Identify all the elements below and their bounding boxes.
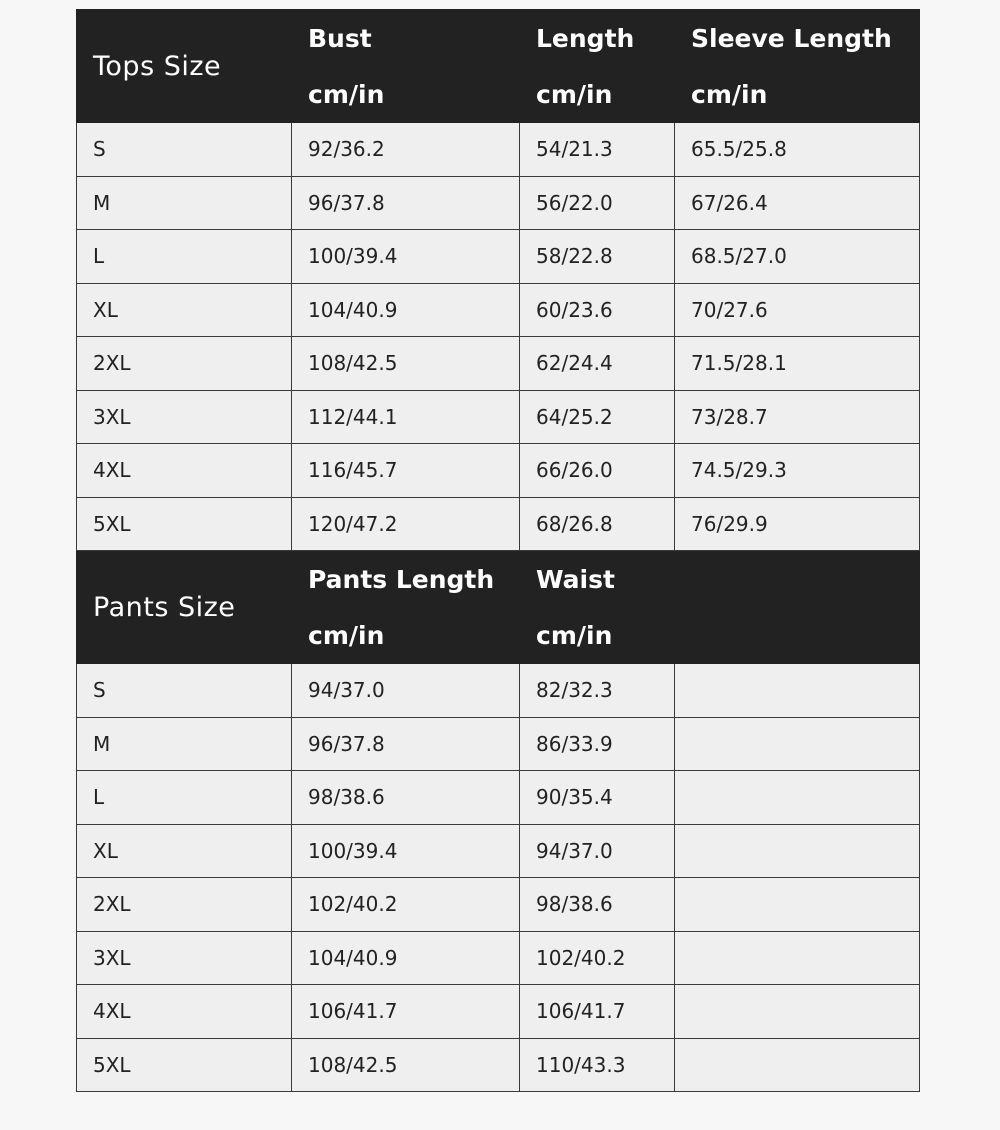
pants-value-cell: 106/41.7 — [520, 985, 675, 1039]
pants-column-header: Waist — [520, 551, 675, 608]
tops-size-cell: 5XL — [77, 497, 292, 551]
pants-value-cell: 108/42.5 — [292, 1038, 520, 1092]
tops-value-cell: 62/24.4 — [520, 337, 675, 391]
pants-value-cell: 104/40.9 — [292, 931, 520, 985]
pants-value-cell — [675, 824, 920, 878]
pants-value-cell — [675, 931, 920, 985]
table-row — [77, 283, 920, 337]
table-row — [77, 390, 920, 444]
tops-value-cell: 70/27.6 — [675, 283, 920, 337]
tops-size-cell: M — [77, 176, 292, 230]
pants-value-cell: 82/32.3 — [520, 664, 675, 718]
tops-value-cell: 64/25.2 — [520, 390, 675, 444]
tops-value-cell: 92/36.2 — [292, 123, 520, 177]
tops-size-cell: L — [77, 230, 292, 284]
tops-unit-header: cm/in — [292, 67, 520, 123]
pants-size-cell: L — [77, 771, 292, 825]
tops-size-cell: XL — [77, 283, 292, 337]
pants-unit-header: cm/in — [520, 608, 675, 664]
pants-value-cell: 102/40.2 — [292, 878, 520, 932]
tops-group-label: Tops Size — [77, 10, 292, 123]
pants-size-cell: M — [77, 717, 292, 771]
pants-value-cell — [675, 771, 920, 825]
tops-column-header: Bust — [292, 10, 520, 67]
pants-size-cell: 4XL — [77, 985, 292, 1039]
pants-value-cell: 90/35.4 — [520, 771, 675, 825]
pants-header-row — [77, 551, 920, 608]
pants-size-cell: S — [77, 664, 292, 718]
table-row — [77, 664, 920, 718]
pants-column-header — [675, 551, 920, 608]
tops-value-cell: 120/47.2 — [292, 497, 520, 551]
pants-value-cell — [675, 1038, 920, 1092]
tops-value-cell: 58/22.8 — [520, 230, 675, 284]
tops-value-cell: 100/39.4 — [292, 230, 520, 284]
table-row — [77, 444, 920, 498]
tops-value-cell: 112/44.1 — [292, 390, 520, 444]
pants-unit-header: cm/in — [292, 608, 520, 664]
pants-size-cell: 3XL — [77, 931, 292, 985]
table-row — [77, 1038, 920, 1092]
pants-value-cell: 98/38.6 — [520, 878, 675, 932]
tops-value-cell: 73/28.7 — [675, 390, 920, 444]
pants-value-cell — [675, 878, 920, 932]
pants-value-cell: 98/38.6 — [292, 771, 520, 825]
pants-value-cell: 96/37.8 — [292, 717, 520, 771]
tops-value-cell: 68/26.8 — [520, 497, 675, 551]
tops-value-cell: 76/29.9 — [675, 497, 920, 551]
pants-value-cell — [675, 985, 920, 1039]
size-chart-body — [77, 10, 920, 1092]
tops-size-cell: S — [77, 123, 292, 177]
pants-value-cell: 106/41.7 — [292, 985, 520, 1039]
pants-group-label: Pants Size — [77, 551, 292, 664]
tops-value-cell: 54/21.3 — [520, 123, 675, 177]
table-row — [77, 985, 920, 1039]
pants-size-cell: XL — [77, 824, 292, 878]
tops-value-cell: 71.5/28.1 — [675, 337, 920, 391]
size-chart-table — [76, 9, 920, 1092]
table-row — [77, 931, 920, 985]
table-row — [77, 337, 920, 391]
table-row — [77, 717, 920, 771]
table-row — [77, 824, 920, 878]
tops-value-cell: 60/23.6 — [520, 283, 675, 337]
tops-value-cell: 65.5/25.8 — [675, 123, 920, 177]
pants-column-header: Pants Length — [292, 551, 520, 608]
tops-value-cell: 66/26.0 — [520, 444, 675, 498]
pants-unit-header — [675, 608, 920, 664]
tops-value-cell: 68.5/27.0 — [675, 230, 920, 284]
tops-size-cell: 4XL — [77, 444, 292, 498]
pants-value-cell: 94/37.0 — [520, 824, 675, 878]
tops-size-cell: 2XL — [77, 337, 292, 391]
pants-value-cell: 102/40.2 — [520, 931, 675, 985]
tops-value-cell: 74.5/29.3 — [675, 444, 920, 498]
tops-value-cell: 67/26.4 — [675, 176, 920, 230]
tops-column-header: Length — [520, 10, 675, 67]
tops-unit-header: cm/in — [675, 67, 920, 123]
pants-value-cell: 100/39.4 — [292, 824, 520, 878]
table-row — [77, 771, 920, 825]
tops-header-row — [77, 10, 920, 67]
tops-value-cell: 56/22.0 — [520, 176, 675, 230]
tops-value-cell: 116/45.7 — [292, 444, 520, 498]
table-row — [77, 176, 920, 230]
pants-value-cell — [675, 717, 920, 771]
pants-value-cell — [675, 664, 920, 718]
tops-value-cell: 108/42.5 — [292, 337, 520, 391]
pants-size-cell: 2XL — [77, 878, 292, 932]
tops-value-cell: 104/40.9 — [292, 283, 520, 337]
pants-value-cell: 94/37.0 — [292, 664, 520, 718]
table-row — [77, 497, 920, 551]
table-row — [77, 878, 920, 932]
tops-unit-header: cm/in — [520, 67, 675, 123]
tops-column-header: Sleeve Length — [675, 10, 920, 67]
table-row — [77, 230, 920, 284]
tops-value-cell: 96/37.8 — [292, 176, 520, 230]
pants-value-cell: 86/33.9 — [520, 717, 675, 771]
pants-size-cell: 5XL — [77, 1038, 292, 1092]
pants-value-cell: 110/43.3 — [520, 1038, 675, 1092]
table-row — [77, 123, 920, 177]
tops-size-cell: 3XL — [77, 390, 292, 444]
